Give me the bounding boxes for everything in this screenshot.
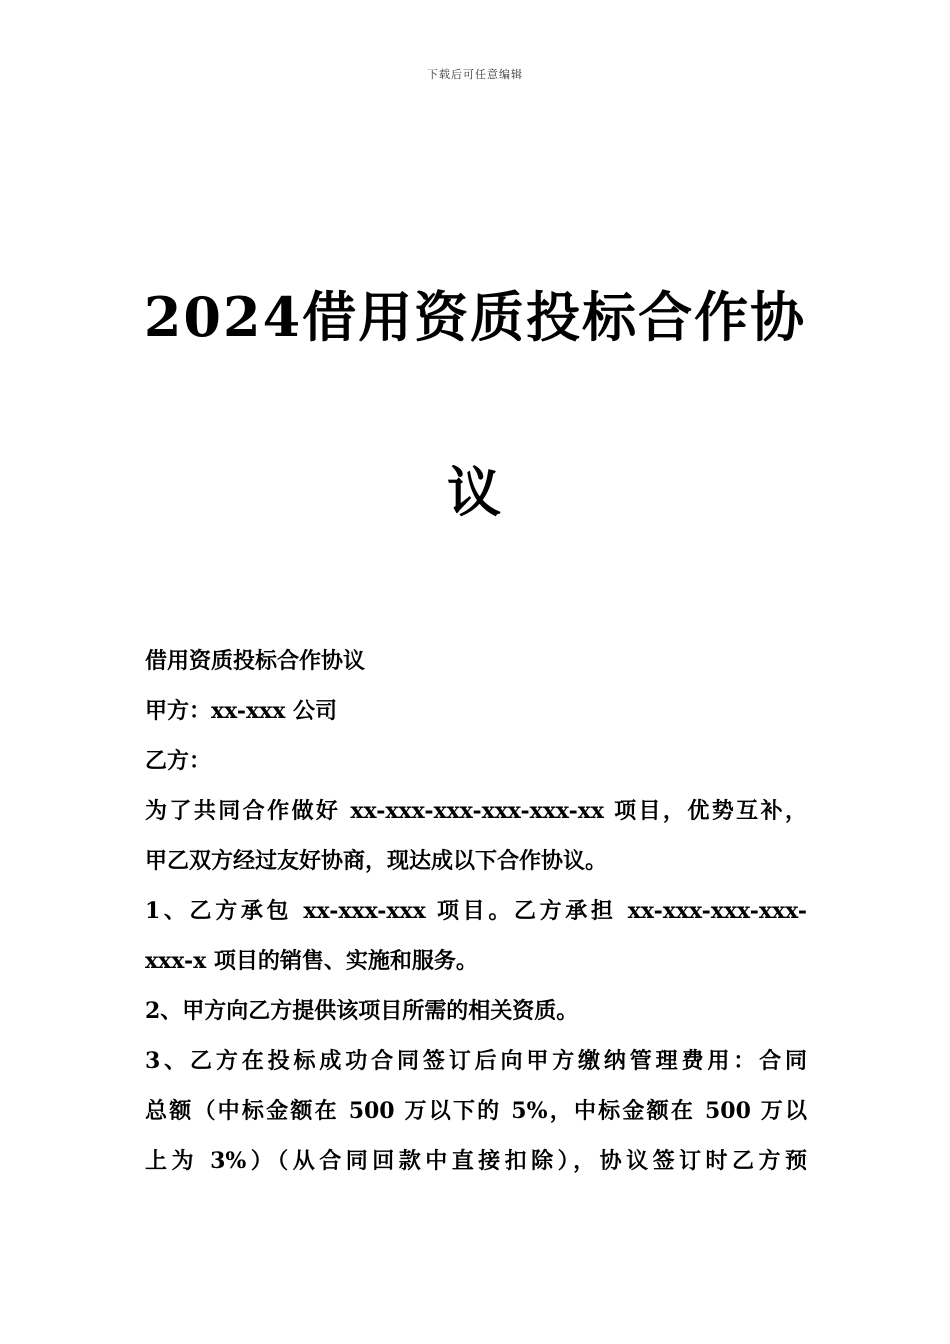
clause-3-line: 总额（中标金额在 500 万以下的 5%，中标金额在 500 万以: [145, 1098, 807, 1124]
header-note: 下载后可任意编辑: [427, 68, 523, 81]
paragraph-line: 甲乙双方经过友好协商，现达成以下合作协议。: [145, 848, 608, 874]
document-title-line-2: 议: [447, 460, 503, 524]
party-b-line: 乙方：: [145, 748, 212, 774]
clause-1-line: xxx-x 项目的销售、实施和服务。: [145, 948, 478, 974]
party-a-line: 甲方：xx-xxx 公司: [145, 698, 337, 724]
clause-2-line: 2、甲方向乙方提供该项目所需的相关资质。: [145, 998, 579, 1024]
section-heading: 借用资质投标合作协议: [145, 648, 366, 674]
clause-3-line: 上为 3%）（从合同回款中直接扣除），协议签订时乙方预: [145, 1148, 807, 1174]
clause-3-line: 3、乙方在投标成功合同签订后向甲方缴纳管理费用：合同: [145, 1048, 807, 1074]
document-title-line-1: 2024借用资质投标合作协: [143, 285, 807, 349]
clause-1-line: 1、乙方承包 xx-xxx-xxx 项目。乙方承担 xx-xxx-xxx-xxx-: [145, 898, 807, 924]
paragraph-line: 为了共同合作做好 xx-xxx-xxx-xxx-xxx-xx 项目，优势互补，: [145, 798, 807, 824]
